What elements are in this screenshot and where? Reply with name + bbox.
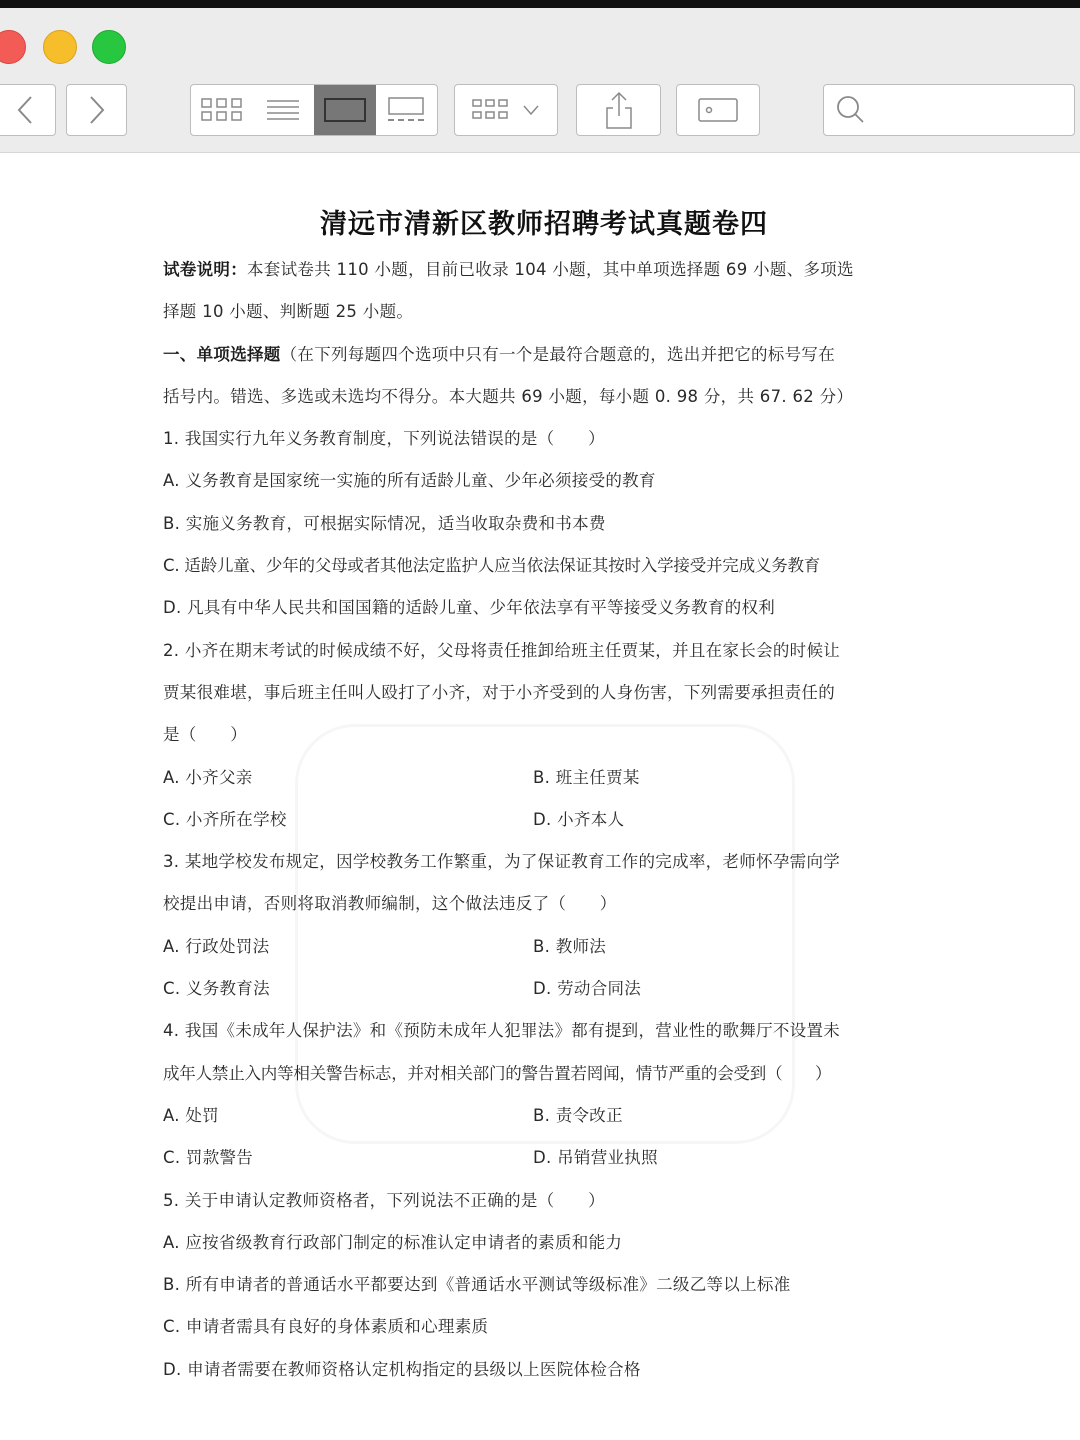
question-2-option-b: B. 班主任贾某 — [533, 767, 640, 787]
question-5-option-a: A. 应按省级教育行政部门制定的标准认定申请者的素质和能力 — [163, 1232, 623, 1252]
share-button[interactable] — [576, 84, 661, 136]
question-5-option-d: D. 申请者需要在教师资格认定机构指定的县级以上医院体检合格 — [163, 1359, 641, 1379]
section-line-2: 括号内。错选、多选或未选均不得分。本大题共 69 小题，每小题 0. 98 分，共 67. 62 分） — [163, 386, 854, 406]
document-preview[interactable] — [0, 154, 1080, 1440]
list-icon — [265, 98, 301, 122]
question-3-options-ab — [163, 926, 923, 968]
icon-view-button[interactable] — [191, 85, 253, 135]
question-2-stem-2: 贾某很难堪，事后班主任叫人殴打了小齐，对于小齐受到的人身伤害，下列需要承担责任的 — [163, 682, 835, 702]
question-3-option-b: B. 教师法 — [533, 936, 607, 956]
question-1-option-d: D. 凡具有中华人民共和国国籍的适龄儿童、少年依法享有平等接受义务教育的权利 — [163, 598, 776, 618]
window-toolbar — [0, 8, 1080, 153]
question-1-option-a: A. 义务教育是国家统一实施的所有适龄儿童、少年必须接受的教育 — [163, 471, 656, 491]
arrange-grid-icon — [471, 97, 513, 123]
list-view-button[interactable] — [253, 85, 315, 135]
search-input[interactable] — [874, 90, 1074, 130]
question-2-options-ab — [163, 757, 923, 799]
column-view-button[interactable] — [314, 85, 376, 135]
question-4-options-ab — [163, 1095, 923, 1137]
chevron-left-icon — [15, 95, 35, 125]
question-3-option-a: A. 行政处罚法 — [163, 936, 270, 956]
question-4-options-cd — [163, 1137, 923, 1179]
intro-label: 试卷说明： — [163, 260, 247, 279]
intro-line-2: 择题 10 小题、判断题 25 小题。 — [163, 302, 414, 322]
view-mode-control — [190, 84, 438, 136]
search-field[interactable] — [823, 84, 1075, 136]
question-2-option-a: A. 小齐父亲 — [163, 767, 253, 787]
screen-top-edge — [0, 0, 1080, 8]
document-title: 清远市清新区教师招聘考试真题卷四 — [320, 209, 768, 240]
question-4-stem-2: 成年人禁止入内等相关警告标志，并对相关部门的警告置若罔闻，情节严重的会受到（ ） — [163, 1063, 832, 1083]
section-label: 一、单项选择题 — [163, 344, 281, 364]
chevron-right-icon — [87, 95, 107, 125]
document-body — [163, 249, 923, 1391]
back-button[interactable] — [0, 84, 56, 136]
question-2-stem-1: 2. 小齐在期末考试的时候成绩不好，父母将责任推卸给班主任贾某，并且在家长会的时候让 — [163, 640, 841, 660]
arrange-dropdown-button[interactable] — [454, 84, 558, 136]
gallery-view-button[interactable] — [376, 85, 438, 135]
question-3-option-d: D. 劳动合同法 — [533, 979, 642, 999]
question-5-stem: 5. 关于申请认定教师资格者，下列说法不正确的是（ ） — [163, 1190, 605, 1210]
question-1-option-c: C. 适龄儿童、少年的父母或者其他法定监护人应当依法保证其按时入学接受并完成义务教育 — [163, 556, 821, 576]
gallery-icon — [386, 96, 426, 124]
question-4-stem-1: 4. 我国《未成年人保护法》和《预防未成年人犯罪法》都有提到，营业性的歌舞厅不设置未 — [163, 1021, 841, 1041]
question-4-option-d: D. 吊销营业执照 — [533, 1148, 658, 1168]
forward-button[interactable] — [66, 84, 127, 136]
search-icon — [836, 95, 866, 125]
question-3-stem-1: 3. 某地学校发布规定，因学校教务工作繁重，为了保证教育工作的完成率，老师怀孕需向学 — [163, 852, 841, 872]
question-4-option-c: C. 罚款警告 — [163, 1148, 254, 1168]
section-line-1: 一、单项选择题（在下列每题四个选项中只有一个是最符合题意的，选出并把它的标号写在 — [163, 344, 836, 364]
zoom-window-button[interactable] — [92, 30, 126, 64]
question-1-stem: 1. 我国实行九年义务教育制度，下列说法错误的是（ ） — [163, 429, 605, 449]
question-2-option-d: D. 小齐本人 — [533, 809, 625, 829]
share-icon — [603, 90, 635, 130]
question-2-options-cd — [163, 799, 923, 841]
question-3-options-cd — [163, 968, 923, 1010]
question-2-stem-3: 是（ ） — [163, 725, 247, 745]
question-2-option-c: C. 小齐所在学校 — [163, 809, 287, 829]
column-view-icon — [323, 97, 367, 123]
intro-line-1: 试卷说明：本套试卷共 110 小题，目前已收录 104 小题，其中单项选择题 69 小题、多项选 — [163, 260, 854, 279]
question-3-option-c: C. 义务教育法 — [163, 979, 270, 999]
icon-grid-icon — [200, 97, 244, 123]
tag-icon — [697, 96, 739, 124]
tag-button[interactable] — [676, 84, 760, 136]
question-5-option-b: B. 所有申请者的普通话水平都要达到《普通话水平测试等级标准》二级乙等以上标准 — [163, 1275, 791, 1295]
chevron-down-icon — [521, 103, 541, 117]
question-4-option-b: B. 责令改正 — [533, 1105, 623, 1125]
question-4-option-a: A. 处罚 — [163, 1105, 219, 1125]
question-3-stem-2: 校提出申请，否则将取消教师编制，这个做法违反了（ ） — [163, 894, 617, 914]
question-5-option-c: C. 申请者需具有良好的身体素质和心理素质 — [163, 1317, 489, 1337]
close-window-button[interactable] — [0, 30, 26, 64]
question-1-option-b: B. 实施义务教育，可根据实际情况，适当收取杂费和书本费 — [163, 513, 606, 533]
minimize-window-button[interactable] — [43, 30, 77, 64]
